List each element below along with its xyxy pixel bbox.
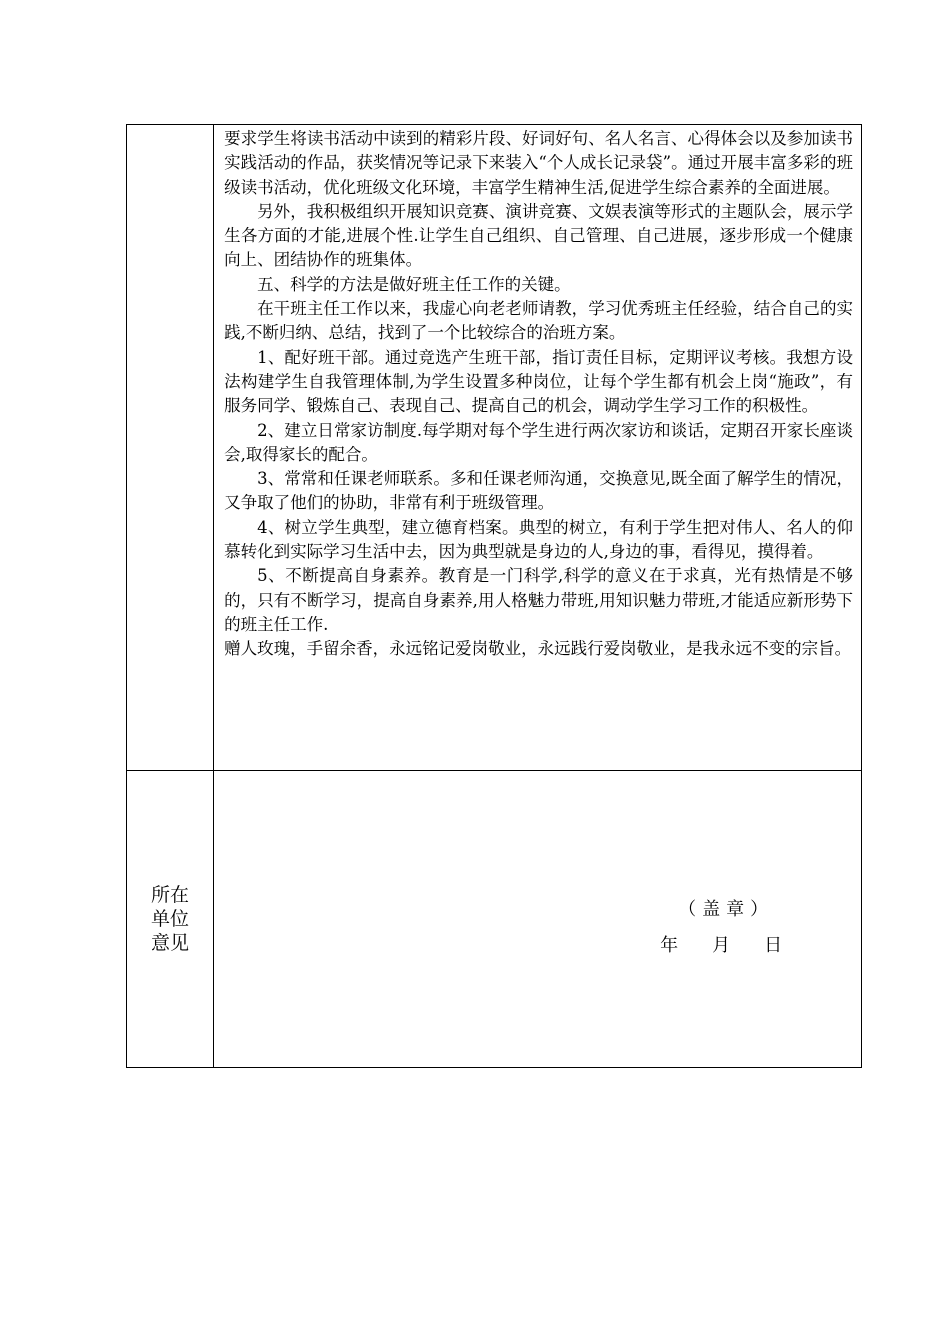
list-item: 3、常常和任课老师联系。多和任课老师沟通，交换意见,既全面了解学生的情况，又争取了他们的协助，非常有利于班级管理。 xyxy=(224,469,853,513)
opinion-row xyxy=(127,771,862,1068)
closing-paragraph: 赠人玫瑰，手留余香，永远铭记爱岗敬业，永远践行爱岗敬业，是我永远不变的宗旨。 xyxy=(224,639,852,659)
paragraph: 要求学生将读书活动中读到的精彩片段、好词好句、名人名言、心得体会以及参加读书实践活动的作品，获奖情况等记录下来装入“个人成长记录袋”。通过开展丰富多彩的班级读书活动，优化班级文化环境，丰富学生精神生活,促进学生综合素养的全面进展。 xyxy=(224,129,853,197)
date-month: 月 xyxy=(712,935,731,956)
paragraph: 另外，我积极组织开展知识竞赛、演讲竞赛、文娱表演等形式的主题队会，展示学生各方面的才能,进展个性.让学生自己组织、自己管理、自己进展，逐步形成一个健康向上、团结协作的班集体。 xyxy=(224,201,853,270)
seal-placeholder: （盖章） xyxy=(678,899,775,920)
content-cell xyxy=(214,125,862,771)
content-label-cell xyxy=(127,125,214,771)
date-day: 日 xyxy=(764,935,783,956)
date-year: 年 xyxy=(660,935,679,956)
content-row xyxy=(127,125,862,771)
opinion-label-cell xyxy=(127,771,214,1068)
opinion-cell xyxy=(214,771,862,1068)
list-item: 1、配好班干部。通过竞选产生班干部，指订责任目标，定期评议考核。我想方设法构建学生自我管理体制,为学生设置多种岗位，让每个学生都有机会上岗“施政”，有服务同学、锻炼自己、表现自己、提高自己的机会，调动学生学习工作的积极性。 xyxy=(224,347,853,416)
form-table xyxy=(126,124,862,1068)
opinion-label: 所在单位意见 xyxy=(151,884,190,954)
list-item: 4、树立学生典型，建立德育档案。典型的树立，有利于学生把对伟人、名人的仰慕转化到实际学习生活中去，因为典型就是身边的人,身边的事，看得见，摸得着。 xyxy=(224,517,853,562)
list-item: 5、不断提高自身素养。教育是一门科学,科学的意义在于求真，光有热情是不够的，只有不断学习，提高自身素养,用人格魅力带班,用知识魅力带班,才能适应新形势下的班主任工作. xyxy=(224,566,853,634)
list-item: 2、建立日常家访制度.每学期对每个学生进行两次家访和谈话，定期召开家长座谈会,取得家长的配合。 xyxy=(224,420,853,464)
paragraph: 在干班主任工作以来，我虚心向老老师请教，学习优秀班主任经验，结合自己的实践,不断归纳、总结，找到了一个比较综合的治班方案。 xyxy=(224,299,853,343)
section-heading: 五、科学的方法是做好班主任工作的关键。 xyxy=(257,274,571,294)
date-placeholder xyxy=(660,931,782,957)
